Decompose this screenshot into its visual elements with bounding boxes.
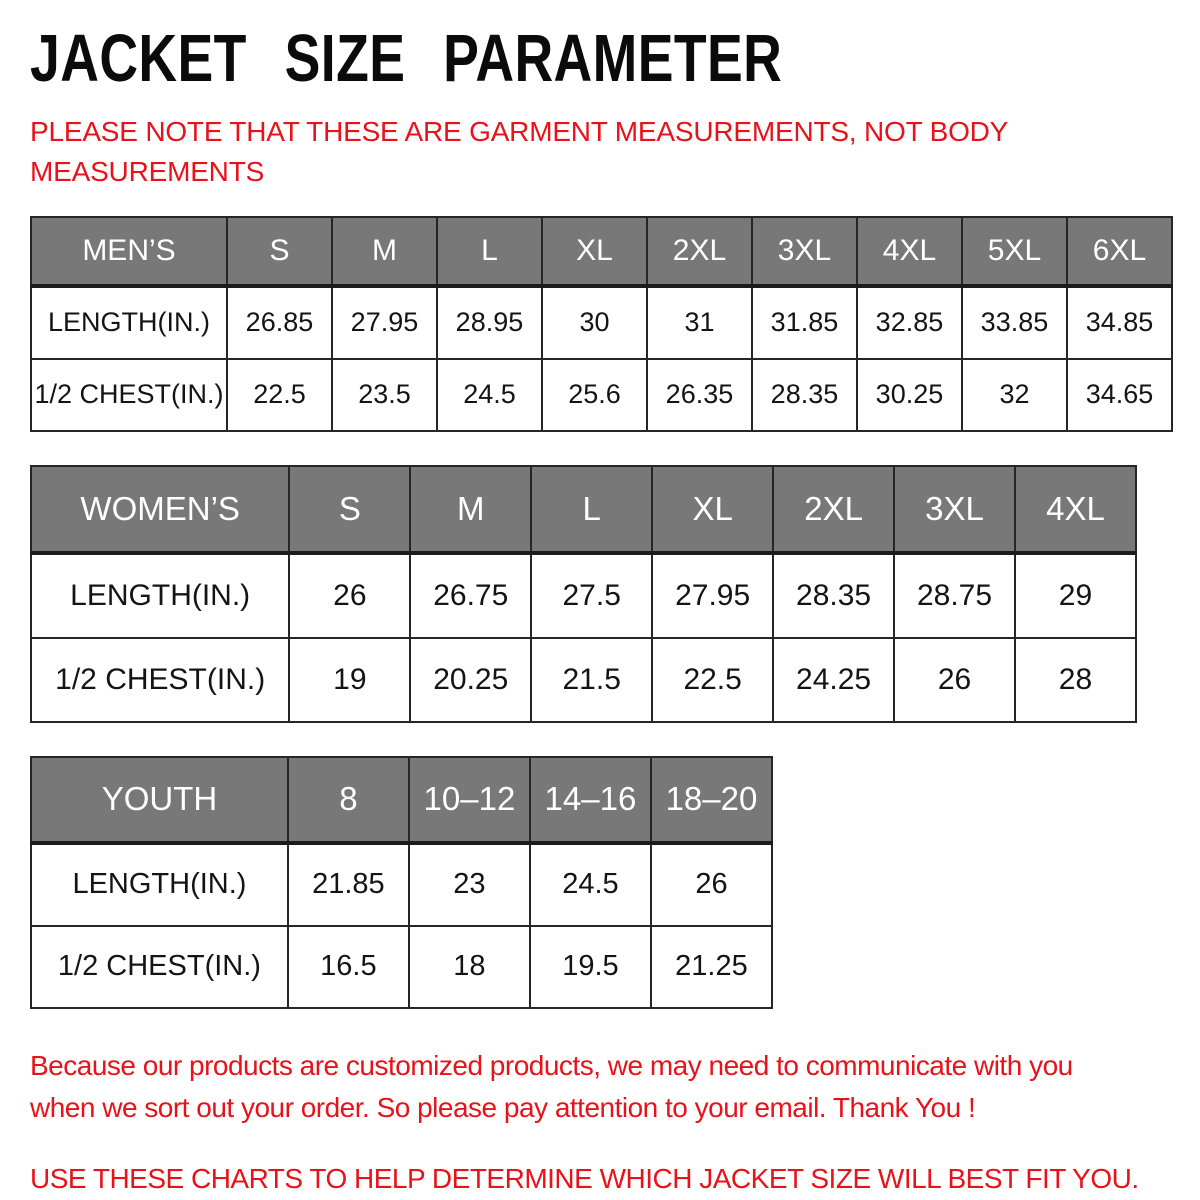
measurement-value-cell: 25.6 <box>542 359 647 431</box>
size-column-header: M <box>410 466 531 553</box>
measurement-value-cell: 24.25 <box>773 638 894 722</box>
measurement-value-cell: 26 <box>894 638 1015 722</box>
size-column-header: 2XL <box>773 466 894 553</box>
size-column-header: 5XL <box>962 217 1067 286</box>
size-column-header: 6XL <box>1067 217 1172 286</box>
youth-size-table <box>30 756 773 1009</box>
notice-line-1: Because our products are customized products, we may need to communicate with you <box>30 1049 1073 1081</box>
measurement-value-cell: 21.85 <box>288 843 409 926</box>
measurement-row <box>31 553 1136 638</box>
size-header-row <box>31 217 1172 286</box>
womens-size-table <box>30 465 1137 723</box>
measurement-value-cell: 27.95 <box>652 553 773 638</box>
measurement-row-label: 1/2 CHEST(IN.) <box>31 926 288 1008</box>
measurement-value-cell: 23.5 <box>332 359 437 431</box>
measurement-value-cell: 27.5 <box>531 553 652 638</box>
size-column-header: S <box>227 217 332 286</box>
measurement-value-cell: 28 <box>1015 638 1136 722</box>
measurement-value-cell: 26.85 <box>227 286 332 359</box>
size-column-header: 10–12 <box>409 757 530 843</box>
measurement-value-cell: 32 <box>962 359 1067 431</box>
measurement-value-cell: 28.35 <box>773 553 894 638</box>
measurement-row <box>31 638 1136 722</box>
measurement-value-cell: 22.5 <box>652 638 773 722</box>
table-group-label: YOUTH <box>31 757 288 843</box>
garment-measurement-note <box>30 112 1180 192</box>
measurement-value-cell: 24.5 <box>530 843 651 926</box>
measurement-value-cell: 28.95 <box>437 286 542 359</box>
size-column-header: 14–16 <box>530 757 651 843</box>
measurement-row-label: LENGTH(IN.) <box>31 286 227 359</box>
measurement-row-label: LENGTH(IN.) <box>31 553 289 638</box>
measurement-row-label: 1/2 CHEST(IN.) <box>31 359 227 431</box>
measurement-value-cell: 26 <box>651 843 772 926</box>
measurement-value-cell: 20.25 <box>410 638 531 722</box>
fit-advice: USE THESE CHARTS TO HELP DETERMINE WHICH JACKET SIZE WILL BEST FIT YOU. <box>30 1162 1139 1194</box>
measurement-value-cell: 34.85 <box>1067 286 1172 359</box>
measurement-value-cell: 16.5 <box>288 926 409 1008</box>
measurement-value-cell: 31 <box>647 286 752 359</box>
table-group-label: MEN’S <box>31 217 227 286</box>
measurement-value-cell: 31.85 <box>752 286 857 359</box>
measurement-row <box>31 843 772 926</box>
measurement-value-cell: 28.35 <box>752 359 857 431</box>
measurement-value-cell: 21.25 <box>651 926 772 1008</box>
measurement-value-cell: 28.75 <box>894 553 1015 638</box>
measurement-row-label: LENGTH(IN.) <box>31 843 288 926</box>
measurement-value-cell: 26 <box>289 553 410 638</box>
note-line-1: PLEASE NOTE THAT THESE ARE GARMENT MEASUREMENTS, NOT BODY <box>30 116 1009 148</box>
measurement-value-cell: 21.5 <box>531 638 652 722</box>
mens-size-table <box>30 216 1173 432</box>
measurement-value-cell: 30.25 <box>857 359 962 431</box>
measurement-value-cell: 19 <box>289 638 410 722</box>
size-column-header: L <box>531 466 652 553</box>
measurement-value-cell: 33.85 <box>962 286 1067 359</box>
size-header-row <box>31 466 1136 553</box>
measurement-value-cell: 24.5 <box>437 359 542 431</box>
measurement-row <box>31 286 1172 359</box>
measurement-value-cell: 32.85 <box>857 286 962 359</box>
size-column-header: XL <box>542 217 647 286</box>
measurement-row-label: 1/2 CHEST(IN.) <box>31 638 289 722</box>
size-column-header: M <box>332 217 437 286</box>
measurement-value-cell: 23 <box>409 843 530 926</box>
size-column-header: 2XL <box>647 217 752 286</box>
size-column-header: 3XL <box>894 466 1015 553</box>
size-column-header: 8 <box>288 757 409 843</box>
measurement-value-cell: 22.5 <box>227 359 332 431</box>
measurement-value-cell: 34.65 <box>1067 359 1172 431</box>
measurement-value-cell: 30 <box>542 286 647 359</box>
size-column-header: 18–20 <box>651 757 772 843</box>
table-group-label: WOMEN’S <box>31 466 289 553</box>
size-column-header: L <box>437 217 542 286</box>
measurement-value-cell: 19.5 <box>530 926 651 1008</box>
size-column-header: XL <box>652 466 773 553</box>
size-column-header: S <box>289 466 410 553</box>
measurement-row <box>31 359 1172 431</box>
measurement-value-cell: 26.75 <box>410 553 531 638</box>
measurement-value-cell: 18 <box>409 926 530 1008</box>
size-column-header: 4XL <box>1015 466 1136 553</box>
measurement-value-cell: 26.35 <box>647 359 752 431</box>
note-line-2: MEASUREMENTS <box>30 156 265 188</box>
customization-notice <box>30 1045 1180 1129</box>
page-title: JACKET SIZE PARAMETER <box>30 21 783 96</box>
size-column-header: 3XL <box>752 217 857 286</box>
measurement-value-cell: 27.95 <box>332 286 437 359</box>
notice-line-2: when we sort out your order. So please pay attention to your email. Thank You ! <box>30 1091 976 1123</box>
measurement-row <box>31 926 772 1008</box>
size-header-row <box>31 757 772 843</box>
size-column-header: 4XL <box>857 217 962 286</box>
measurement-value-cell: 29 <box>1015 553 1136 638</box>
